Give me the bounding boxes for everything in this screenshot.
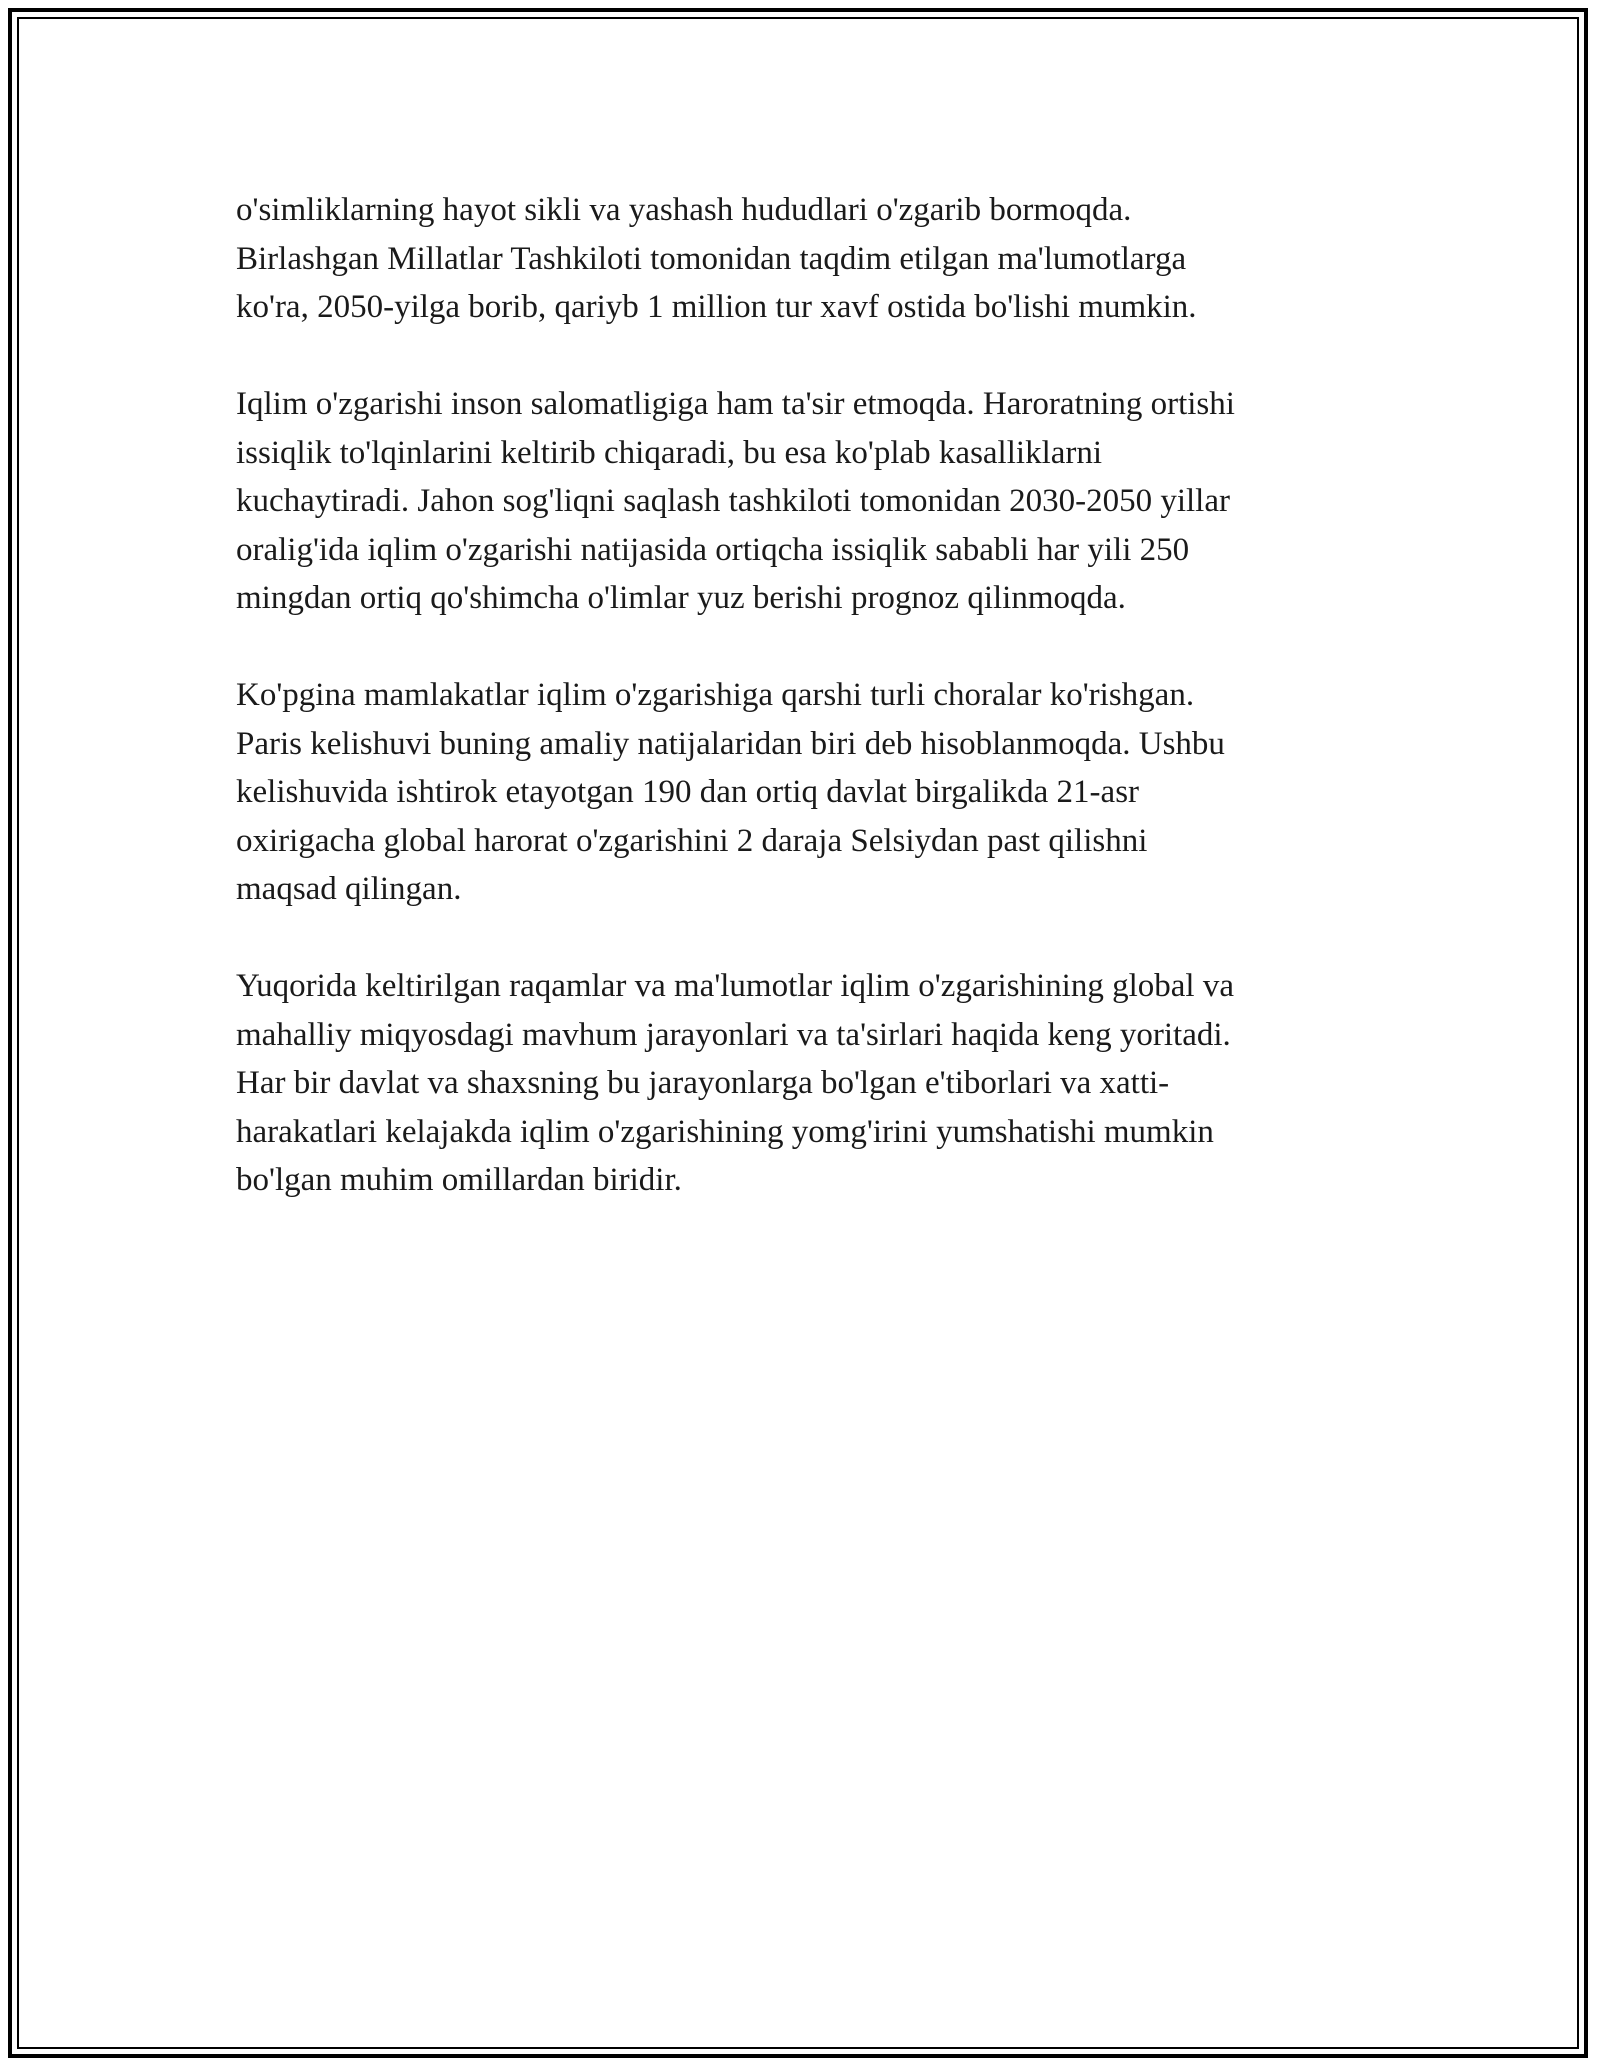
text-line: Yuqorida keltirilgan raqamlar va ma'lumotlar iqlim o'zgarishining global va (236, 968, 1234, 1004)
text-line: kelishuvida ishtirok etayotgan 190 dan ortiq davlat birgalikda 21-asr (236, 774, 1140, 810)
text-line: Har bir davlat va shaxsning bu jarayonlarga bo'lgan e'tiborlari va xatti- (236, 1065, 1170, 1101)
text-line: issiqlik to'lqinlarini keltirib chiqaradi, bu esa ko'plab kasalliklarni (236, 434, 1103, 471)
text-line: oralig'ida iqlim o'zgarishi natijasida ortiqcha issiqlik sababli har yili 250 (236, 531, 1190, 568)
text-line: oxirigacha global harorat o'zgarishini 2 daraja Selsiydan past qilishni (236, 822, 1148, 859)
text-line: maqsad qilingan. (236, 871, 462, 907)
text-line: mahalliy miqyosdagi mavhum jarayonlari va ta'sirlari haqida keng yoritadi. (236, 1016, 1231, 1053)
paragraph-3 (236, 671, 1366, 914)
paragraph-2 (236, 380, 1366, 623)
paragraph-4 (236, 962, 1366, 1205)
document-body (236, 186, 1366, 1205)
text-line: Birlashgan Millatlar Tashkiloti tomonidan taqdim etilgan ma'lumotlarga (236, 240, 1187, 277)
text-line: Ko'pgina mamlakatlar iqlim o'zgarishiga qarshi turli choralar ko'rishgan. (236, 677, 1195, 713)
text-line: Paris kelishuvi buning amaliy natijalaridan biri deb hisoblanmoqda. Ushbu (236, 725, 1225, 762)
text-line: o'simliklarning hayot sikli va yashash hududlari o'zgarib bormoqda. (236, 192, 1132, 228)
text-line: Iqlim o'zgarishi inson salomatligiga ham ta'sir etmoqda. Haroratning ortishi (236, 386, 1235, 422)
paragraph-1 (236, 186, 1366, 332)
text-line: mingdan ortiq qo'shimcha o'limlar yuz berishi prognoz qilinmoqda. (236, 580, 1126, 616)
text-line: ko'ra, 2050-yilga borib, qariyb 1 million tur xavf ostida bo'lishi mumkin. (236, 289, 1197, 325)
text-line: harakatlari kelajakda iqlim o'zgarishining yomg'irini yumshatishi mumkin (236, 1113, 1214, 1150)
text-line: kuchaytiradi. Jahon sog'liqni saqlash tashkiloti tomonidan 2030-2050 yillar (236, 483, 1230, 519)
text-line: bo'lgan muhim omillardan biridir. (236, 1162, 682, 1198)
